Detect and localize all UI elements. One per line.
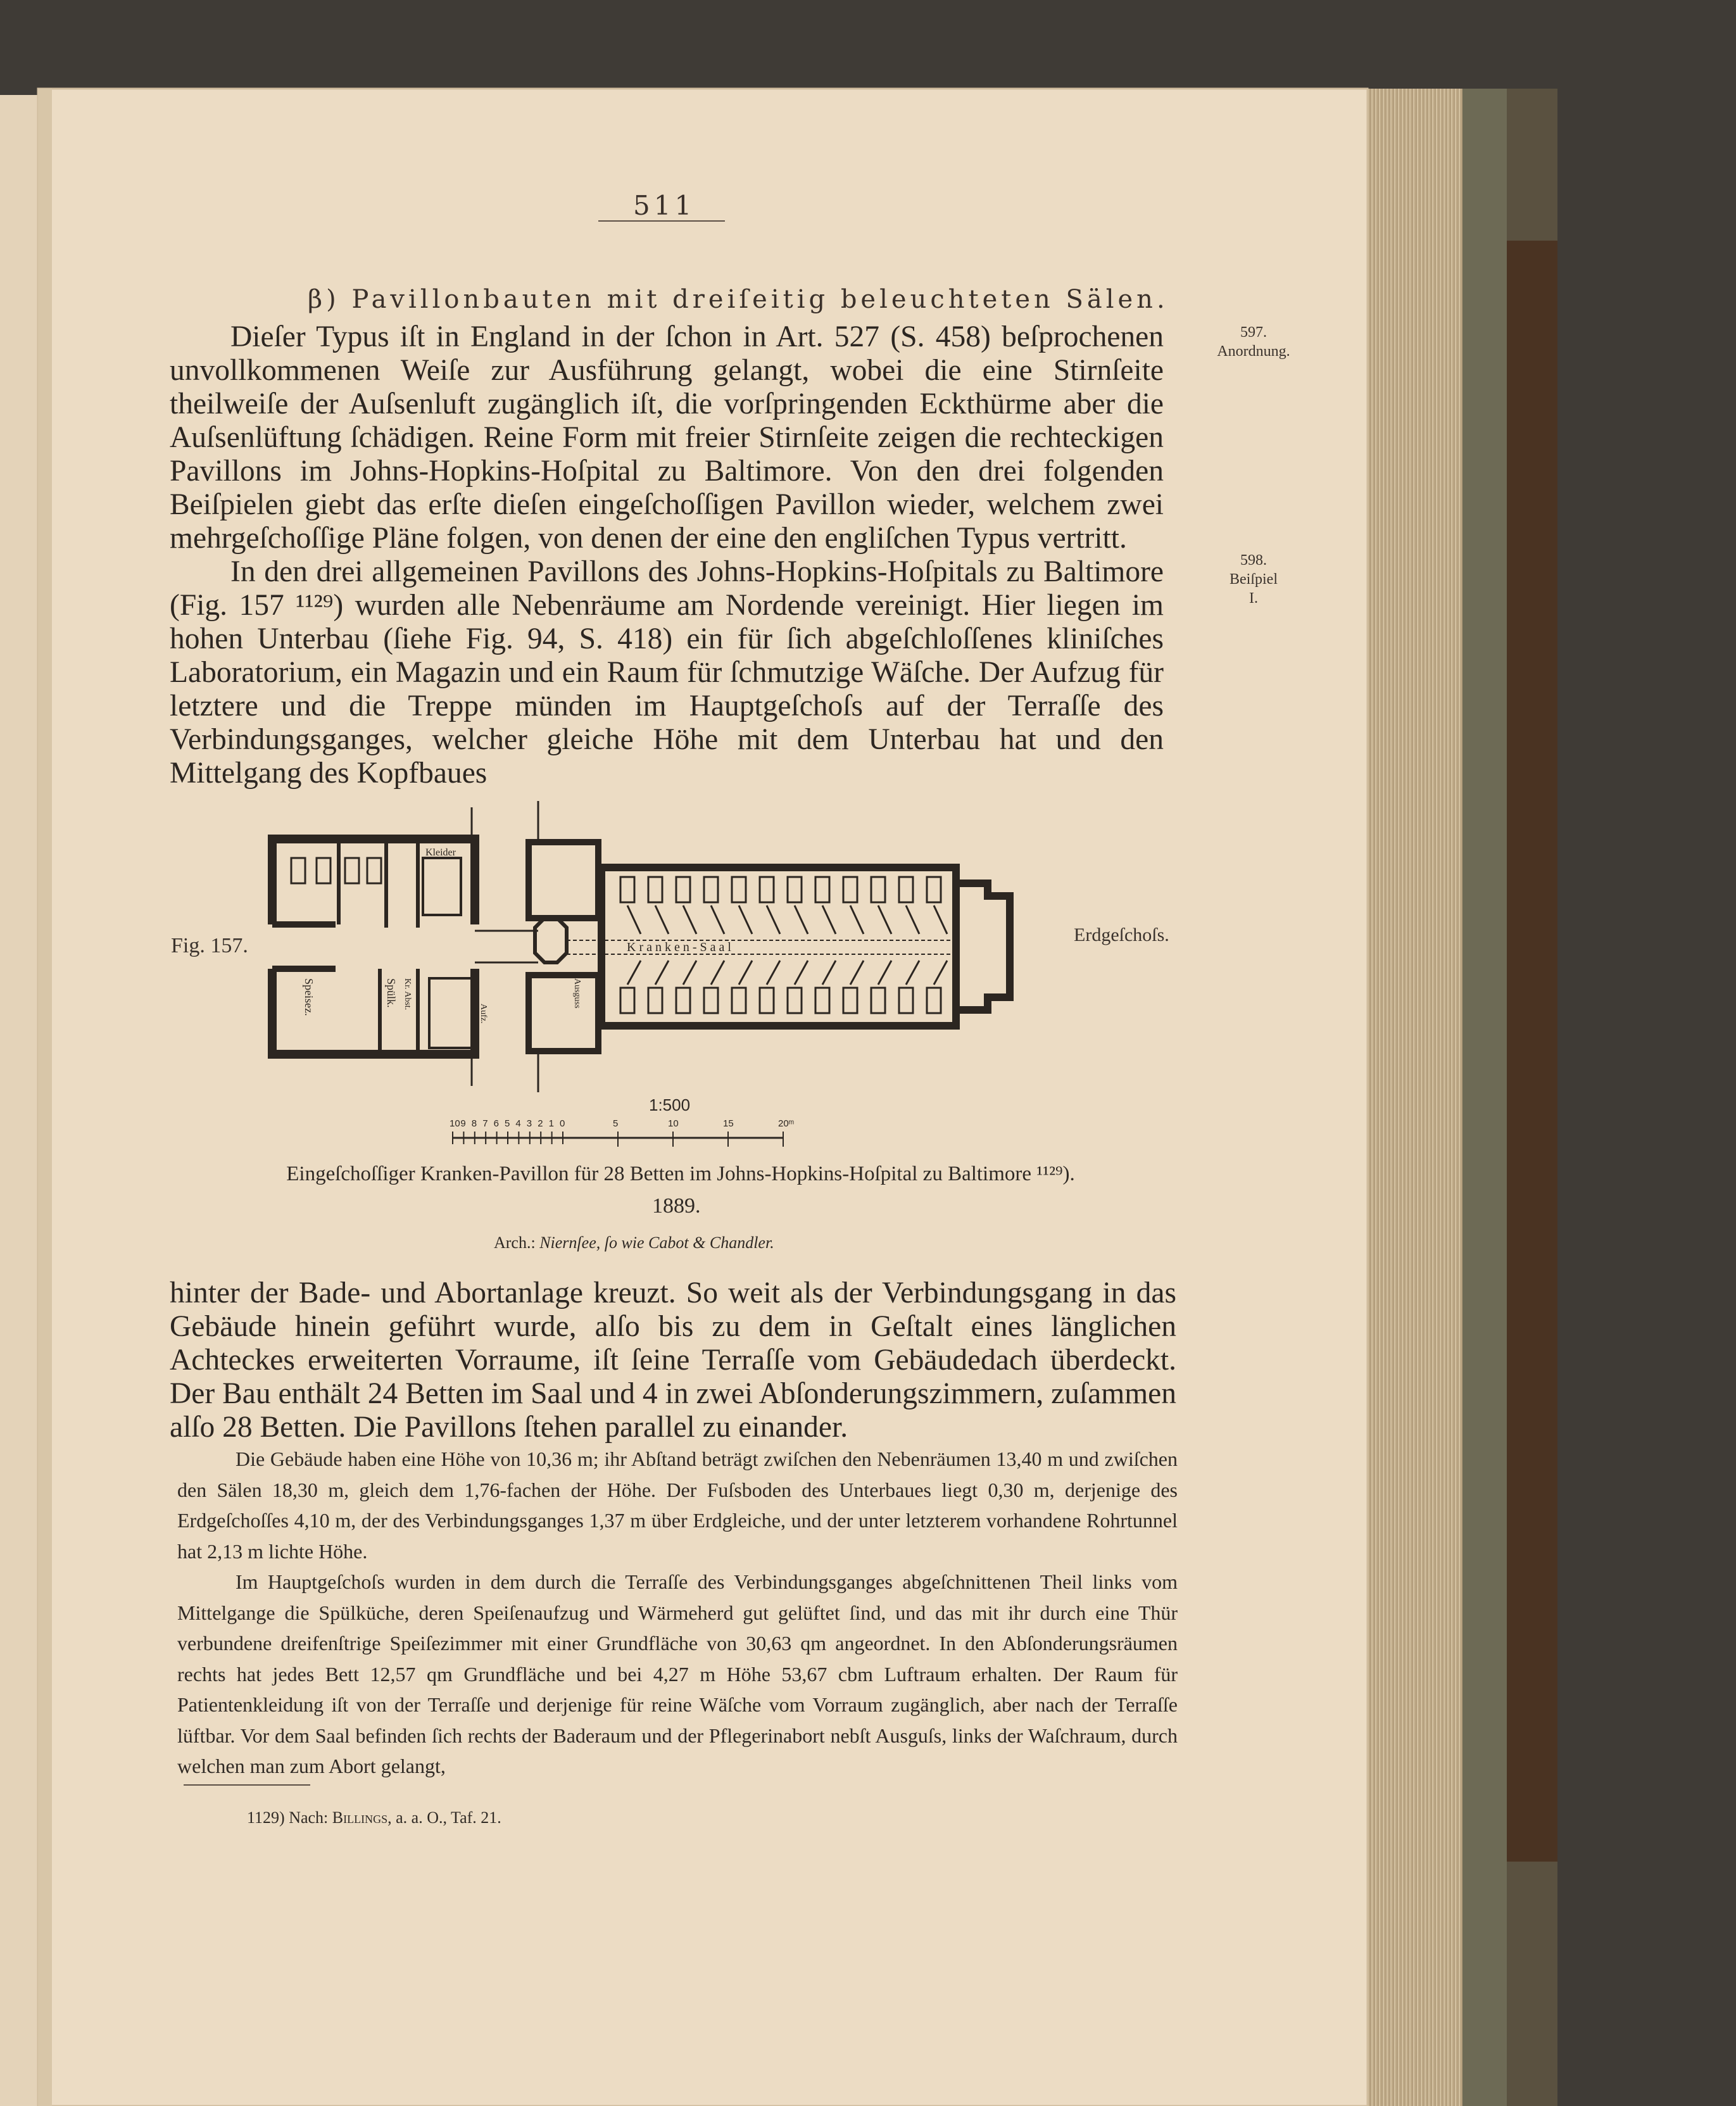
page-number: 511 [633, 190, 696, 221]
ward-bed [788, 877, 802, 902]
room-label-krank: Kr. Abst. [403, 978, 412, 1011]
bed-hatch [627, 961, 641, 985]
bed-hatch [822, 905, 836, 934]
room-label-speisez: Speisez. [303, 978, 315, 1016]
bed-hatch [822, 961, 836, 985]
bed-hatch [850, 905, 864, 934]
margin-note-number: 598. [1240, 552, 1267, 569]
ward-bed [788, 988, 802, 1013]
ward-bed [927, 988, 941, 1013]
bed-hatch [934, 905, 947, 934]
ward-bed [676, 988, 690, 1013]
margin-note-598 [1190, 551, 1317, 608]
small-paragraph: Die Gebäude haben eine Höhe von 10,36 m; ihr Abſtand beträgt zwiſchen den Nebenräumen 13,40 m und zwiſchen den Sälen 18,30 m, gleich dem 1,76-fachen der Höhe. Der Fuſsboden des Unterbaues liegt 0,30 m, derjenige des Erdgeſchoſſes 4,10 m, der des Verbindungsganges 1,37 m über Erdgleiche, und der unter letzterem vorhandene Rohrtunnel hat 2,13 m lichte Höhe. [177, 1447, 1178, 1563]
figure-architects [494, 1233, 774, 1252]
octagon-vestibule [535, 918, 567, 962]
ward-bed [620, 988, 634, 1013]
ward-bed [843, 877, 857, 902]
ward-bed [732, 877, 746, 902]
scale-tick-label: 15 [723, 1118, 734, 1129]
footnote-prefix: Nach: [289, 1808, 329, 1827]
room-label-spulk: Spülk. [385, 978, 398, 1008]
ward-bed [732, 988, 746, 1013]
bed-hatch [739, 905, 752, 934]
page-edges [1361, 89, 1462, 2106]
room-label-ausguss: Ausguss [572, 978, 582, 1009]
room-label-aufz: Aufz. [479, 1004, 488, 1024]
ward-bed [760, 988, 774, 1013]
bed-hatch [655, 961, 669, 985]
scale-tick-label: 8 [471, 1118, 477, 1129]
paragraph: In den drei allgemeinen Pavillons des Johns-Hopkins-Hoſpitals zu Baltimore (Fig. 157 ¹¹²⁹) wurden alle Nebenräume am Nordende vereinigt. Hier liegen im hohen Unterbau (ſiehe Fig. 94, S. 418) ein für ſich abgeſchloſſenes kliniſches Laboratorium, ein Magazin und ein Raum für ſchmutzige Wäſche. Der Aufzug für letztere und die Treppe münden im Hauptgeſchoſs auf der Terraſſe des Verbindungsganges, welcher gleiche Höhe mit dem Unterbau hat und den Mittelgang des Kopfbaues [170, 555, 1164, 790]
bed-hatch [850, 961, 864, 985]
bed-hatch [795, 961, 808, 985]
ward-bed [871, 988, 885, 1013]
scale-tick-label: 20ᵐ [778, 1118, 795, 1129]
arch-prefix: Arch.: [494, 1233, 536, 1252]
figure-label: Fig. 157. [171, 934, 248, 957]
bed-hatch [906, 961, 919, 985]
ward-bed [871, 877, 885, 902]
bed-hatch [906, 905, 919, 934]
small-print-block [177, 1444, 1178, 1782]
scale-tick-label: 1 [548, 1118, 554, 1129]
ward-bed [704, 877, 718, 902]
ward-bed [760, 877, 774, 902]
ward-bed [899, 877, 913, 902]
ward-bed [815, 877, 829, 902]
scale-tick-label: 10 [450, 1118, 460, 1129]
margin-note-number: 597. [1240, 324, 1267, 341]
bed-hatch [655, 905, 669, 934]
footnote [247, 1808, 501, 1827]
scale-tick-label: 3 [526, 1118, 532, 1129]
small-paragraph: Im Hauptgeſchoſs wurden in dem durch die Terraſſe des Verbindungsganges abgeſchnittenen Theil links vom Mittelgange die Spülküche, deren Speiſenaufzug und Wärmeherd gut gelüftet ſind, und das mit ihr durch eine Thür verbundene dreifenſtrige Speiſezimmer mit einer Grundfläche von 30,63 qm angeordnet. In den Abſonderungsräumen rechts hat jedes Bett 12,57 qm Grundfläche und bei 4,27 m Höhe 53,67 cbm Luftraum erhalten. Der Raum für Patientenkleidung iſt von der Terraſſe und derjenige für reine Wäſche vom Vorraum zugänglich, aber nach der Terraſſe lüftbar. Vor dem Saal befinden ſich rechts der Baderaum und der Pflegerinabort nebſt Ausguſs, links der Waſchraum, durch welchen man zum Abort gelangt, [177, 1570, 1178, 1777]
figure-year: 1889. [652, 1194, 701, 1218]
bed-hatch [767, 961, 780, 985]
bed-hatch [767, 905, 780, 934]
footnote-author: Billings, [332, 1808, 392, 1827]
scale-tick-label: 5 [613, 1118, 619, 1129]
scale-tick-label: 6 [493, 1118, 499, 1129]
footnote-rest: a. a. O., Taf. 21. [396, 1808, 501, 1827]
scale-title: 1:500 [649, 1095, 691, 1114]
arch-names: Niernſee, ſo wie Cabot & Chandler. [539, 1233, 774, 1252]
margin-note-label-2: I. [1249, 590, 1258, 607]
margin-note-597 [1190, 323, 1317, 361]
body-text-top [170, 320, 1164, 790]
floor-plan-figure [266, 795, 1064, 1099]
ward-bed [815, 988, 829, 1013]
ward-bed [648, 877, 662, 902]
paragraph: Dieſer Typus iſt in England in der ſchon in Art. 527 (S. 458) beſprochenen unvollkommenen Weiſe zur Ausführung gelangt, wobei die eine Stirnſeite theilweiſe der Auſsenluft zugänglich iſt, die vorſpringenden Eckthürme aber die Auſsenlüftung ſchädigen. Reine Form mit freier Stirnſeite zeigen die rechteckigen Pavillons im Johns-Hopkins-Hoſpital zu Baltimore. Von den drei folgenden Beiſpielen giebt das erſte dieſen eingeſchoſſigen Pavillon wieder, welchem zwei mehrgeſchoſſige Pläne folgen, von denen der eine den engliſchen Typus vertritt. [170, 320, 1164, 555]
ward-bed [899, 988, 913, 1013]
bed-hatch [878, 961, 891, 985]
margin-note-label: Anordnung. [1217, 343, 1290, 360]
footnote-mark: 1129) [247, 1808, 285, 1827]
bed-hatch [739, 961, 752, 985]
margin-note-label: Beiſpiel [1230, 571, 1278, 588]
bed-hatch [627, 905, 641, 934]
figure-caption: Eingeſchoſſiger Kranken-Pavillon für 28 Betten im Johns-Hopkins-Hoſpital zu Baltimore ¹¹²⁹). [286, 1163, 1075, 1185]
scale-tick-label: 4 [515, 1118, 521, 1129]
ward-bed [648, 988, 662, 1013]
room-label-saal: K r a n k e n - S a a l [627, 940, 731, 954]
body-text-mid [170, 1277, 1176, 1444]
scale-tick-label: 2 [538, 1118, 543, 1129]
ward-bed [676, 877, 690, 902]
bed-hatch [683, 961, 696, 985]
figure-floor-name: Erdgeſchoſs. [1074, 924, 1169, 945]
section-heading: β) Pavillonbauten mit dreiſeitig beleuchteten Sälen. [308, 285, 1169, 314]
scale-bar [443, 1111, 912, 1149]
scale-tick-label: 7 [482, 1118, 488, 1129]
ward-bed [843, 988, 857, 1013]
bed-hatch [683, 905, 696, 934]
paragraph: hinter der Bade- und Abortanlage kreuzt. So weit als der Verbindungsgang in das Gebäude hinein geführt wurde, alſo bis zu dem in Geſtalt eines länglichen Achteckes erweiterten Vorraume, iſt ſeine Terraſſe vom Gebäudedach überdeckt. Der Bau enthält 24 Betten im Saal und 4 in zwei Abſonderungszimmern, zuſammen alſo 28 Betten. Die Pavillons ſtehen parallel zu einander. [170, 1277, 1176, 1444]
ward-bed [704, 988, 718, 1013]
bed-hatch [795, 905, 808, 934]
scale-tick-label: 10 [668, 1118, 679, 1129]
scale-tick-label: 0 [560, 1118, 565, 1129]
room-label-kleider: Kleider [425, 847, 456, 858]
bed-hatch [934, 961, 947, 985]
ward-bed [620, 877, 634, 902]
bed-hatch [878, 905, 891, 934]
ward-bed [927, 877, 941, 902]
bed-hatch [711, 905, 724, 934]
bed-hatch [711, 961, 724, 985]
footnote-rule [184, 1784, 310, 1786]
scale-tick-label: 5 [505, 1118, 510, 1129]
scale-tick-label: 9 [460, 1118, 466, 1129]
